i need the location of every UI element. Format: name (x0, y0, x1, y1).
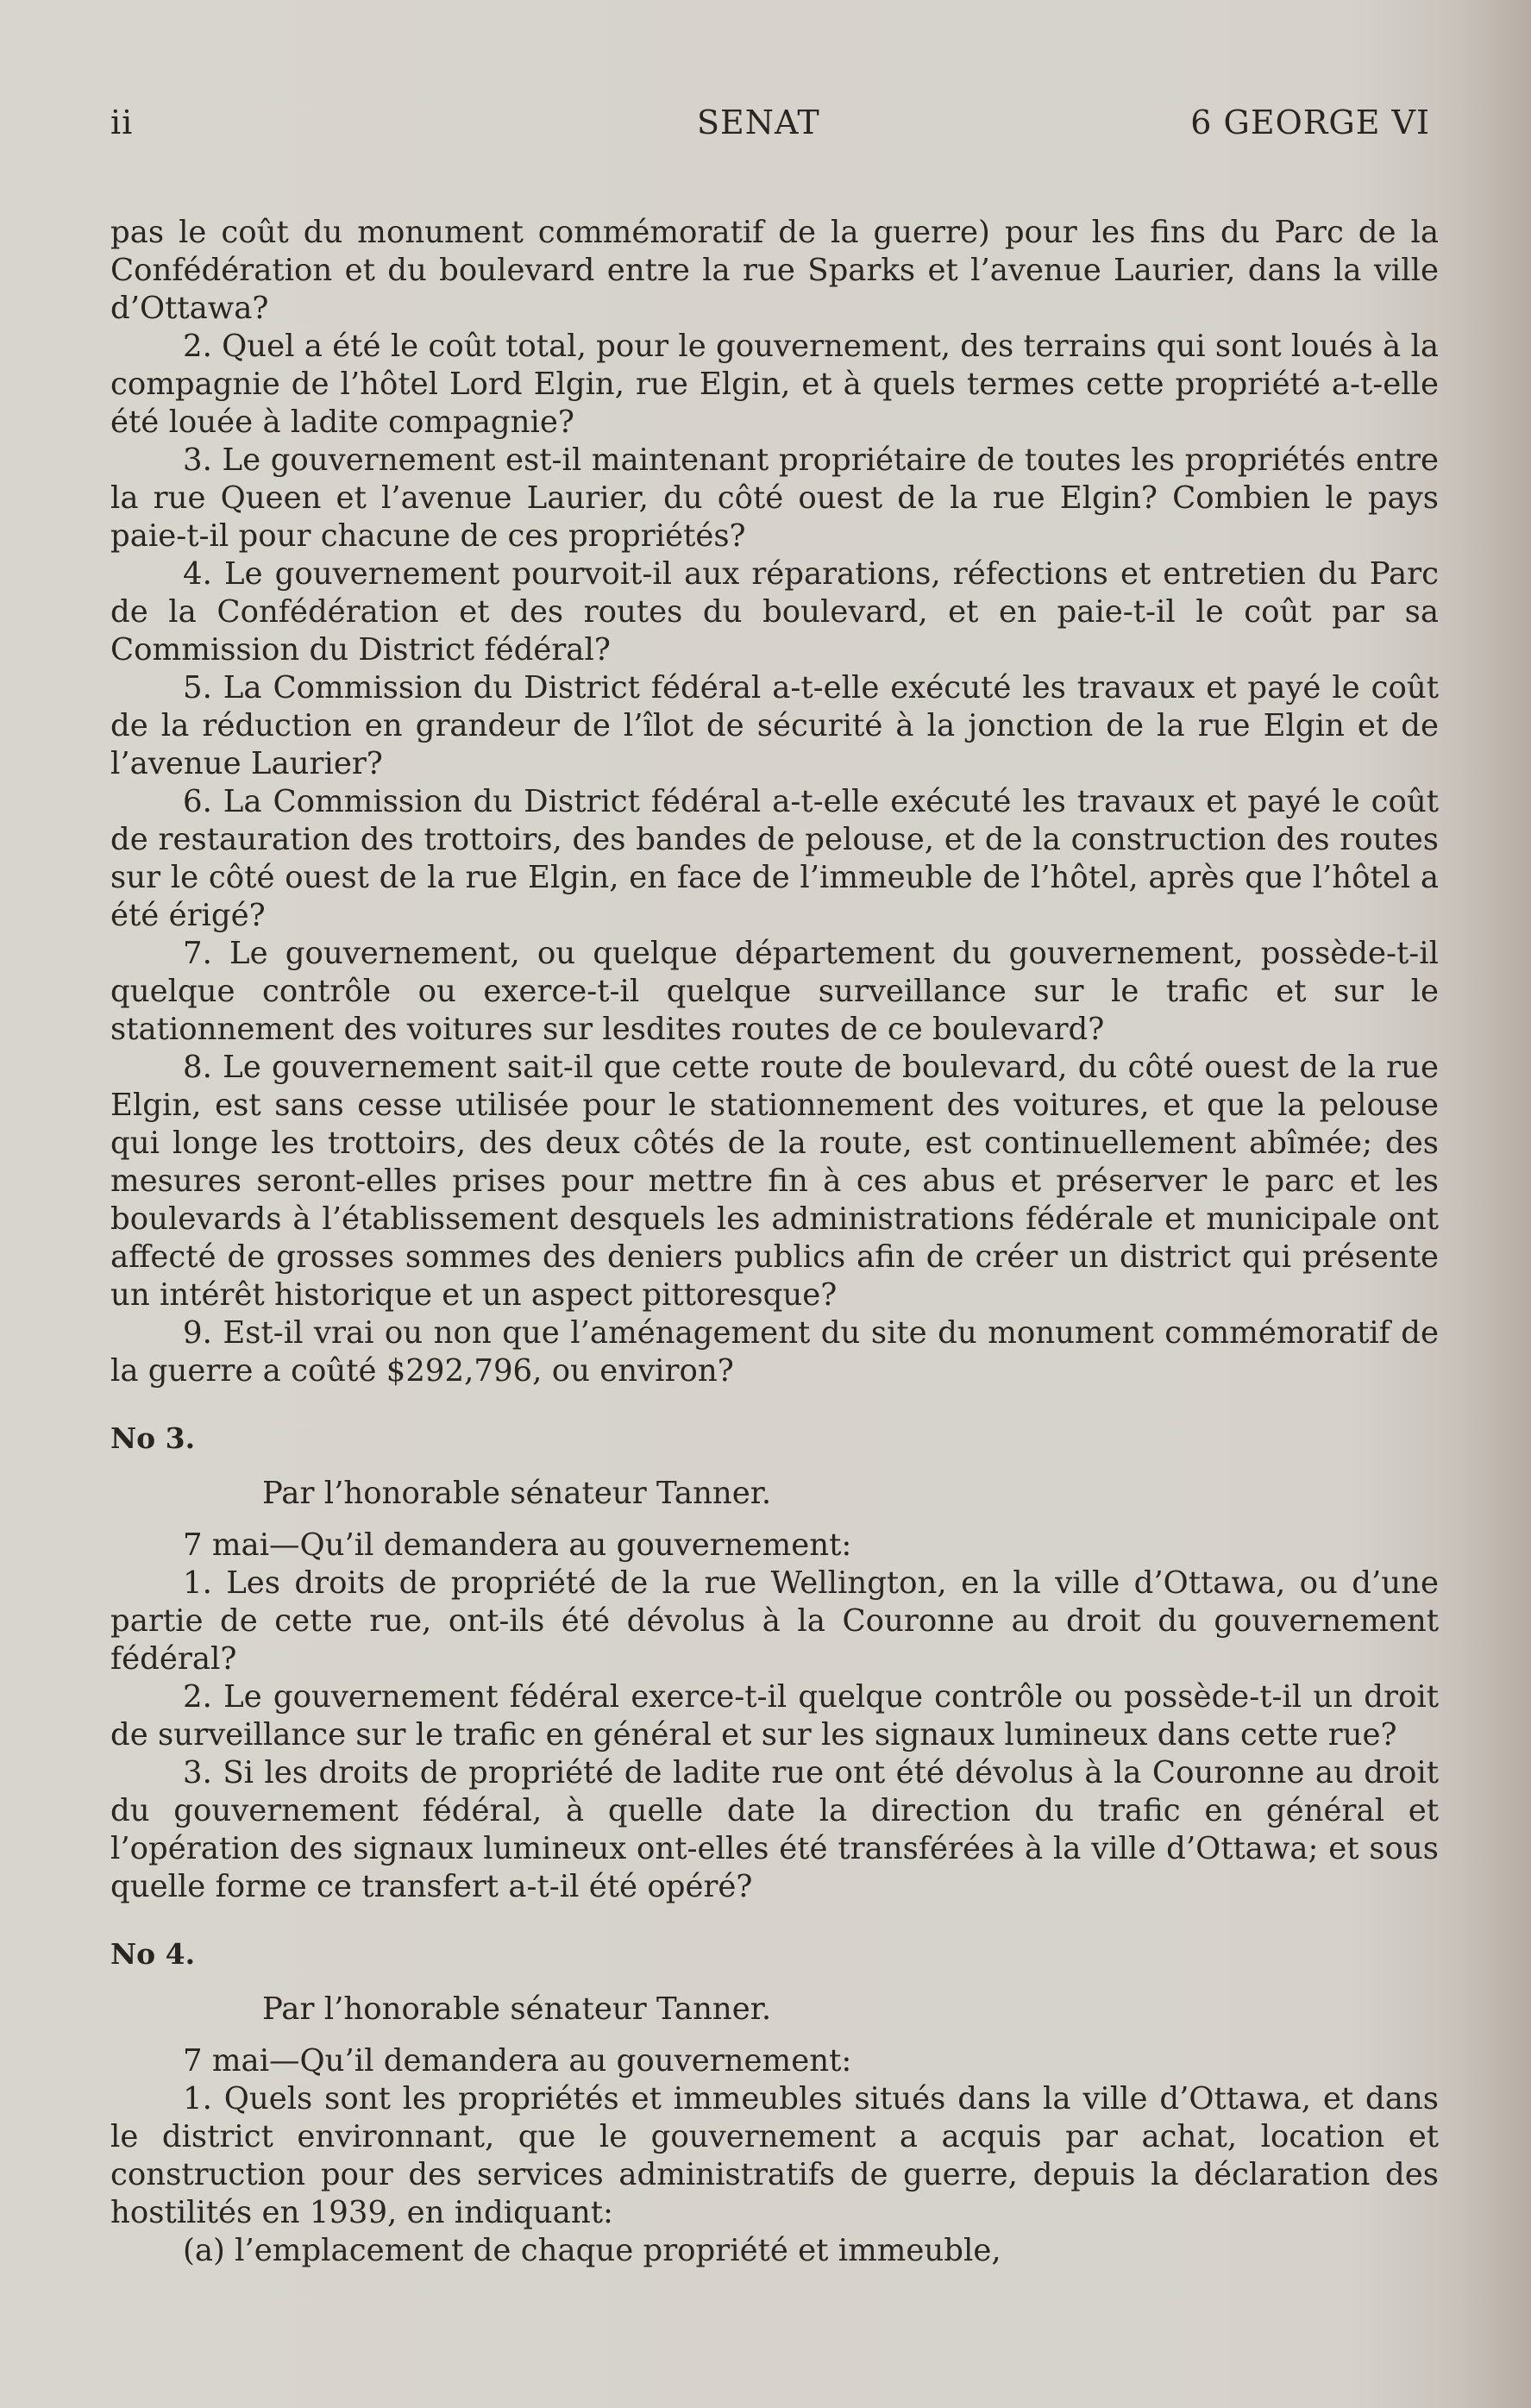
question-item: 3. Si les droits de propriété de ladite rue ont été dévolus à la Couronne au droit du gouvernement fédéral, à quelle date la direction du trafic en général et l’opération des signaux lumineux ont-elles été transférées à la ville d’Ottawa; et sous quelle forme ce transfert a-t-il été opéré? (110, 1755, 1439, 1904)
question-item: 7. Le gouvernement, ou quelque département du gouvernement, possède-t-il quelque contrôle ou exerce-t-il quelque surveillance sur le trafic et sur le stationnement des voitures sur lesdites routes de ce boulevard? (110, 936, 1439, 1047)
running-title: SENAT (697, 103, 820, 141)
page-number: ii (110, 103, 134, 141)
session-label: 6 GEORGE VI (1190, 103, 1430, 141)
sub-item: (a) l’emplacement de chaque propriété et immeuble, (183, 2233, 1001, 2268)
section-number: No 4. (110, 1937, 196, 1971)
question-item: 5. La Commission du District fédéral a-t-elle exécuté les travaux et payé le coût de la réduction en grandeur de l’îlot de sécurité à la jonction de la rue Elgin et de l’avenue Laurier? (110, 670, 1439, 781)
section-date-line: 7 mai—Qu’il demandera au gouvernement: (183, 2043, 852, 2079)
question-item: 1. Les droits de propriété de la rue Wellington, en la ville d’Ottawa, ou d’une partie de cette rue, ont-ils été dévolus à la Couronne au droit du gouvernement fédéral? (110, 1565, 1439, 1677)
question-item: 6. La Commission du District fédéral a-t-elle exécuté les travaux et payé le coût de restauration des trottoirs, des bandes de pelouse, et de la construction des routes sur le côté ouest de la rue Elgin, en face de l’immeuble de l’hôtel, après que l’hôtel a été érigé? (110, 784, 1439, 933)
document-body (110, 214, 1439, 2270)
section-byline: Par l’honorable sénateur Tanner. (262, 1991, 772, 2027)
question-item: 4. Le gouvernement pourvoit-il aux réparations, réfections et entretien du Parc de la Confédération et des routes du boulevard, et en paie-t-il le coût par sa Commission du District fédéral? (110, 556, 1439, 668)
question-item: 8. Le gouvernement sait-il que cette route de boulevard, du côté ouest de la rue Elgin, est sans cesse utilisée pour le stationnement des voitures, et que la pelouse qui longe les trottoirs, des deux côtés de la route, est continuellement abîmée; des mesures seront-elles prises pour mettre fin à ces abus et préserver le parc et les boulevards à l’établissement desquels les administrations fédérale et municipale ont affecté de grosses sommes des deniers publics afin de créer un district qui présente un intérêt historique et un aspect pittoresque? (110, 1050, 1439, 1313)
question-item: 2. Quel a été le coût total, pour le gouvernement, des terrains qui sont loués à la compagnie de l’hôtel Lord Elgin, rue Elgin, et à quels termes cette propriété a-t-elle été louée à ladite compagnie? (110, 329, 1439, 440)
intro-paragraph: pas le coût du monument commémoratif de la guerre) pour les fins du Parc de la Confédération et du boulevard entre la rue Sparks et l’avenue Laurier, dans la ville d’Ottawa? (110, 215, 1439, 326)
section-byline: Par l’honorable sénateur Tanner. (262, 1476, 772, 1511)
page-header (110, 97, 1430, 148)
question-item: 9. Est-il vrai ou non que l’aménagement du site du monument commémoratif de la guerre a coûté $292,796, ou environ? (110, 1315, 1439, 1389)
question-item: 1. Quels sont les propriétés et immeubles situés dans la ville d’Ottawa, et dans le district environnant, que le gouvernement a acquis par achat, location et construction pour des services administratifs de guerre, depuis la déclaration des hostilités en 1939, en indiquant: (110, 2081, 1439, 2230)
question-item: 2. Le gouvernement fédéral exerce-t-il quelque contrôle ou possède-t-il un droit de surveillance sur le trafic en général et sur les signaux lumineux dans cette rue? (110, 1679, 1439, 1753)
section-date-line: 7 mai—Qu’il demandera au gouvernement: (183, 1527, 852, 1563)
section-number: No 3. (110, 1421, 196, 1455)
question-item: 3. Le gouvernement est-il maintenant propriétaire de toutes les propriétés entre la rue Queen et l’avenue Laurier, du côté ouest de la rue Elgin? Combien le pays paie-t-il pour chacune de ces propriétés? (110, 442, 1439, 554)
